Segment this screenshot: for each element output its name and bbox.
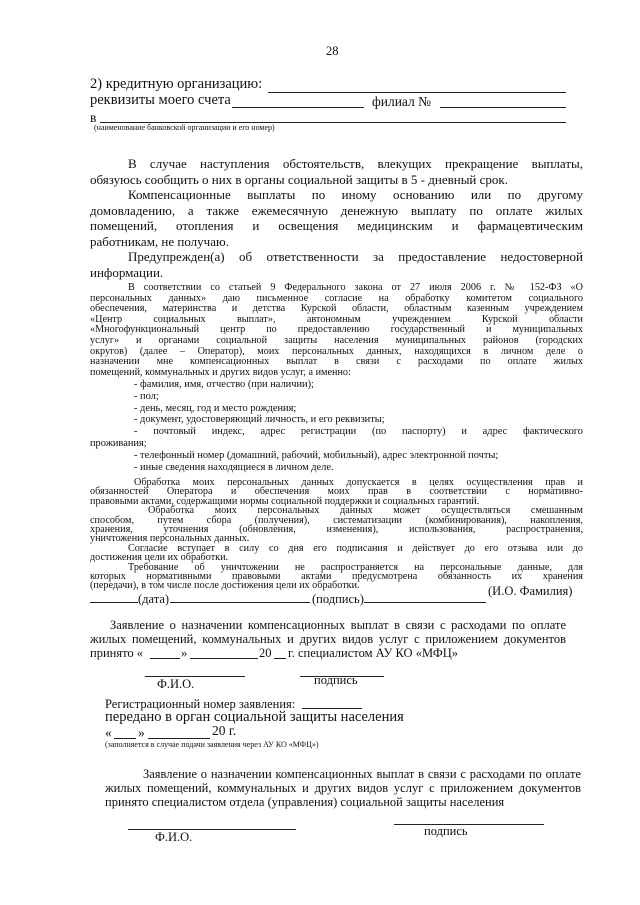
items-line-8: - иные сведения находящиеся в личном деле.: [134, 461, 334, 473]
mfc-month-underline: [190, 658, 258, 659]
obligation-line-3: Компенсационные выплаты по иному основанию или по другому: [128, 187, 583, 202]
page-number: 28: [326, 44, 339, 58]
mfc-year-underline: [274, 658, 286, 659]
dept-fio-underline: [128, 829, 296, 830]
processing-line-10: Требование об уничтожении не распространяется на персональные данные, для: [128, 561, 583, 573]
consent-line-8: назначении мне компенсационных выплат в связи с расходами по оплате жилых: [90, 356, 583, 368]
items-line-2: - пол;: [134, 390, 159, 402]
processing-line-7: уничтожения персональных данных.: [90, 533, 250, 545]
mfc-fio-caption: Ф.И.О.: [157, 677, 195, 691]
mfc-acceptance-line-1: Заявление о назначении компенсационных выплат в связи с расходами по оплате: [110, 618, 566, 632]
obligation-line-6: работникам, не получаю.: [90, 234, 229, 249]
items-line-3: - день, месяц, год и место рождения;: [134, 402, 297, 414]
processing-line-4: Обработка моих персональных данных может осуществляться смешанным: [148, 505, 583, 517]
account-details-label: реквизиты моего счета: [90, 92, 231, 108]
processing-line-5: способом, путем сбора (получения), систематизации (комбинирования), накопления,: [90, 514, 583, 526]
mfc-accepted-close: »: [181, 646, 188, 660]
consent-line-6: услуг» и органами социальной защиты населения муниципальных районов (городских: [90, 335, 583, 346]
mfc-day-underline: [150, 658, 180, 659]
consent-line-9: помещений, коммунальных и других видов услуг, а именно:: [90, 366, 351, 378]
name-caption: (И.О. Фамилия): [488, 584, 573, 598]
items-line-4: - документ, удостоверяющий личность, и его реквизиты;: [134, 414, 385, 426]
account-details-underline: [232, 107, 364, 108]
processing-line-8: Согласие вступает в силу со дня его подписания и действует до его отзыва или до: [128, 542, 583, 554]
transfer-month-underline: [148, 738, 210, 739]
branch-underline: [440, 107, 566, 108]
consent-line-2: персональных данных» даю письменное согласие на обработку комитетом социального: [90, 292, 583, 304]
processing-line-12: (передачи), в том числе после достижения цели их обработки.: [90, 580, 360, 592]
dept-acceptance-line-2: жилых помещений, коммунальных и других видов услуг с приложением документов: [105, 781, 581, 795]
processing-line-9: достижения цели их обработки.: [90, 552, 229, 564]
obligation-line-1: В случае наступления обстоятельств, влекущих прекращение выплаты,: [128, 156, 583, 171]
consent-line-5: «Многофункциональный центр по предоставлению государственный и муниципальных: [90, 324, 583, 336]
processing-line-1: Обработка моих персональных данных допускается в целях осуществления прав и: [134, 477, 583, 488]
consent-line-7: округов) (далее – Оператор), моих персональных данных, находящихся в личном деле о: [90, 345, 583, 357]
registration-note: (заполняется в случае подачи заявления через АУ КО «МФЦ»): [105, 740, 319, 749]
registration-number-label: Регистрационный номер заявления:: [105, 697, 296, 711]
name-underline: [364, 602, 486, 603]
credit-org-heading: 2) кредитную организацию:: [90, 76, 263, 92]
dept-sign-underline: [394, 824, 544, 825]
sign-underline-left: [170, 602, 310, 603]
dept-acceptance-line-3: принято специалистом отдела (управления) социальной защиты населения: [105, 795, 505, 809]
dept-sign-caption: подпись: [424, 824, 468, 838]
transfer-date-close: »: [138, 725, 145, 740]
transfer-day-underline: [114, 738, 136, 739]
mfc-specialist-text: г. специалистом АУ КО «МФЦ»: [288, 646, 459, 660]
transfer-year: 20 г.: [212, 723, 237, 738]
consent-line-3: обеспечения, материнства и детства Курской области, областным казенным учреждением: [90, 303, 583, 315]
consent-line-4: «Центр социальных выплат», автономным учреждением Курской области: [90, 313, 583, 325]
items-line-7: - телефонный номер (домашний, рабочий, мобильный), адрес электронной почты;: [134, 449, 499, 461]
obligation-line-4: домовладению, а также ежемесячную денежную выплату по оплате жилых: [90, 203, 583, 218]
dept-fio-caption: Ф.И.О.: [155, 830, 193, 844]
obligation-line-5: помещений, отопления и освещения медицинским и фармацевтическим: [90, 218, 583, 233]
sign-caption: (подпись): [312, 592, 364, 606]
processing-line-3: правовыми актами, содержащими нормы социальной поддержки и социальных гарантий.: [90, 495, 480, 507]
processing-line-11: которых нормативными правовыми актами предусмотрена обязанность их хранения: [90, 571, 583, 582]
processing-line-6: хранения, уточнения (обновления, изменения), использования, распространения,: [90, 524, 583, 535]
branch-label: филиал №: [372, 94, 432, 109]
mfc-sign-caption: подпись: [314, 673, 358, 687]
mfc-accepted-open: принято «: [90, 646, 143, 660]
credit-org-underline: [268, 92, 566, 93]
processing-line-2: обязанностей Оператора и обеспечения моих прав в соответствии с нормативно-: [90, 486, 583, 498]
bank-name-caption: (наименование банковской организации и его номер): [94, 123, 275, 132]
bank-in-label: в: [90, 110, 97, 125]
dept-acceptance-line-1: Заявление о назначении компенсационных выплат в связи с расходами по оплате: [143, 767, 581, 781]
items-line-6: проживания;: [90, 438, 147, 449]
transfer-date-open: «: [105, 725, 112, 740]
mfc-acceptance-line-2: жилых помещений, коммунальных и других видов услуг с приложением документов: [90, 632, 566, 646]
obligation-line-2: обязуюсь сообщить о них в органы социальной защиты в 5 - дневный срок.: [90, 172, 508, 187]
date-caption: (дата): [138, 592, 170, 606]
mfc-year-prefix: 20: [259, 646, 272, 660]
obligation-line-7: Предупрежден(а) об ответственности за предоставление недостоверной: [128, 249, 583, 264]
consent-line-1: В соответствии со статьей 9 Федерального закона от 27 июля 2006 г. № 152-ФЗ «О: [128, 282, 583, 293]
items-line-5: - почтовый индекс, адрес регистрации (по паспорту) и адрес фактического: [134, 426, 583, 438]
items-line-1: - фамилия, имя, отчество (при наличии);: [134, 379, 314, 390]
date-underline: [90, 602, 138, 603]
transferred-label: передано в орган социальной защиты населения: [105, 709, 404, 725]
obligation-line-8: информации.: [90, 265, 164, 280]
